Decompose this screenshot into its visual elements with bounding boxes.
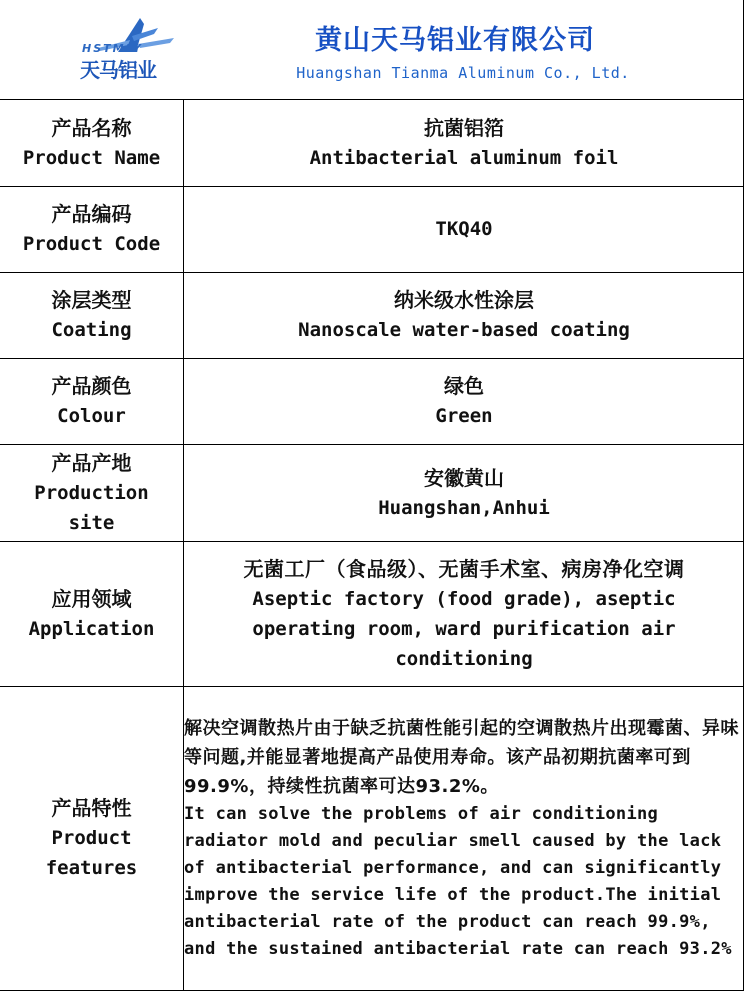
row-label bbox=[0, 686, 184, 990]
table-row bbox=[0, 186, 744, 272]
table-row bbox=[0, 541, 744, 686]
row-label bbox=[0, 358, 184, 444]
label-english: Coating bbox=[51, 319, 132, 341]
label-chinese: 产品名称 bbox=[51, 115, 132, 140]
value-chinese: 无菌工厂（食品级）、无菌手术室、病房净化空调 bbox=[243, 556, 685, 581]
label-chinese: 产品编码 bbox=[51, 202, 132, 226]
label-english: Product Name bbox=[22, 146, 161, 169]
table-row bbox=[0, 100, 744, 186]
label-english: Application bbox=[28, 617, 155, 640]
company-logo bbox=[78, 14, 196, 82]
label-english: Colour bbox=[57, 405, 126, 427]
table-row bbox=[0, 686, 744, 990]
label-chinese: 涂层类型 bbox=[51, 288, 132, 312]
row-value bbox=[184, 186, 745, 272]
label-english: Product features bbox=[45, 827, 138, 879]
company-name-chinese: 黄山天马铝业有限公司 bbox=[315, 25, 595, 56]
company-name-english: Huangshan Tianma Aluminum Co., Ltd. bbox=[296, 64, 630, 82]
spec-table bbox=[0, 100, 744, 991]
logo-chinese-text: 天马铝业 bbox=[80, 58, 156, 82]
row-value bbox=[184, 444, 745, 541]
row-value bbox=[184, 272, 745, 358]
row-label bbox=[0, 186, 184, 272]
label-english: Production site bbox=[34, 481, 149, 534]
value-chinese: 安徽黄山 bbox=[424, 465, 504, 490]
value-english: It can solve the problems of air conditioning radiator mold and peculiar smell caused by the lack of antibacterial performance, and can significantly improve the service life of the product.The initial antibacterial rate of the product can reach 99.9%, and the sustained antibacterial rate can reach 93.2% bbox=[184, 803, 732, 959]
label-chinese: 产品特性 bbox=[51, 796, 132, 820]
label-english: Product Code bbox=[22, 233, 161, 255]
table-row bbox=[0, 444, 744, 541]
table-row bbox=[0, 272, 744, 358]
value-chinese: 绿色 bbox=[444, 374, 484, 398]
row-value bbox=[184, 541, 745, 686]
value-chinese: 解决空调散热片由于缺乏抗菌性能引起的空调散热片出现霉菌、异味等问题,并能显著地提高产品使用寿命。该产品初期抗菌率可到99.9%，持续性抗菌率可达93.2%。 bbox=[184, 717, 739, 797]
value-chinese: 纳米级水性涂层 bbox=[394, 288, 534, 312]
row-label bbox=[0, 541, 184, 686]
row-value bbox=[184, 686, 745, 990]
row-label bbox=[0, 272, 184, 358]
row-value bbox=[184, 358, 745, 444]
row-value bbox=[184, 100, 745, 186]
value-english: Nanoscale water-based coating bbox=[298, 319, 630, 341]
label-chinese: 应用领域 bbox=[51, 586, 132, 611]
value-english: Huangshan,Anhui bbox=[378, 496, 550, 519]
value-english: Antibacterial aluminum foil bbox=[309, 146, 619, 169]
row-label bbox=[0, 100, 184, 186]
logo-latin-text: HSTMLY bbox=[82, 42, 143, 55]
value-english: Aseptic factory (food grade), aseptic operating room, ward purification air conditioning bbox=[252, 587, 676, 670]
label-chinese: 产品颜色 bbox=[51, 374, 132, 398]
header bbox=[0, 0, 744, 100]
value-english: TKQ40 bbox=[435, 218, 493, 240]
table-row bbox=[0, 358, 744, 444]
value-english: Green bbox=[435, 405, 493, 427]
row-label bbox=[0, 444, 184, 541]
label-chinese: 产品产地 bbox=[51, 450, 132, 475]
value-chinese: 抗菌铝箔 bbox=[424, 115, 504, 140]
